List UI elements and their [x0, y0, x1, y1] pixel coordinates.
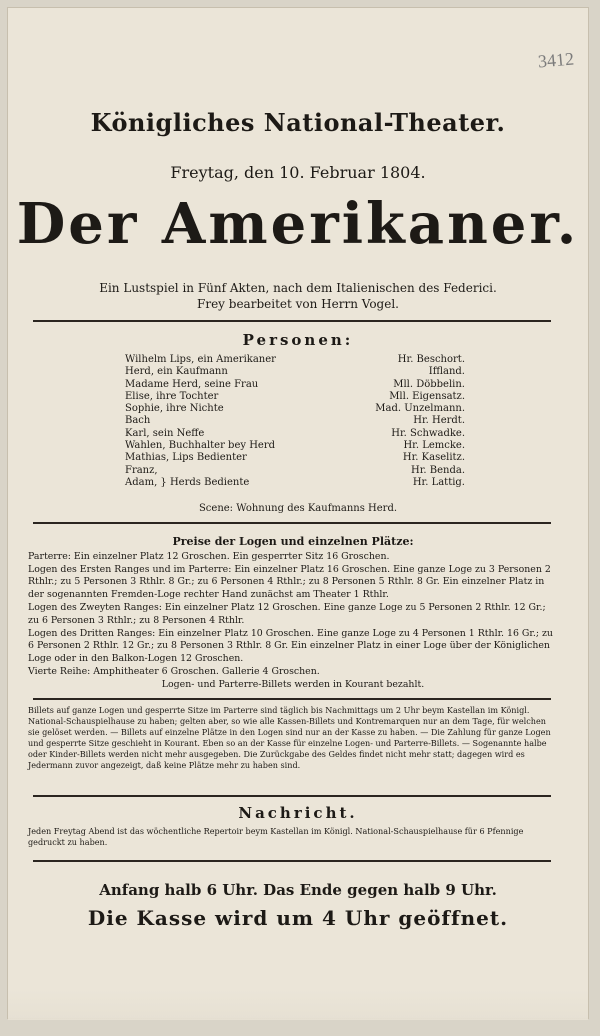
cast-actor: Mll. Döbbelin. — [393, 378, 465, 390]
cast-role: Adam, } Herds Bediente — [125, 476, 250, 488]
scene-note: Scene: Wohnung des Kaufmanns Herd. — [198, 503, 398, 514]
cast-row — [125, 440, 465, 452]
divider — [33, 795, 551, 797]
cast-row — [125, 465, 465, 477]
cast-row — [125, 354, 465, 366]
price-line: Logen des Dritten Ranges: Ein einzelner Platz 10 Groschen. Eine ganze Loge zu 4 Personen 1 Rthlr. 16 Gr.; zu 6 Personen 2 Rthlr. 12 Gr.; zu 8 Personen 3 Rthlr. 8 Gr. Ein einzelner Platz in einer Loge über der Königlichen Loge oder in den Balkon-Logen 12 Groschen. — [28, 627, 553, 665]
performance-date: Freytag, den 10. Februar 1804. — [170, 163, 426, 182]
price-line: Logen- und Parterre-Billets werden in Kourant bezahlt. — [161, 678, 425, 690]
cast-actor: Hr. Lemcke. — [403, 440, 465, 452]
cast-row — [125, 403, 465, 415]
play-title: Der Amerikaner. — [16, 191, 580, 257]
cast-actor: Hr. Schwadke. — [391, 427, 465, 439]
archive-number: 3412 — [537, 48, 575, 72]
divider — [33, 320, 551, 322]
price-line: Parterre: Ein einzelner Platz 12 Groschen. Ein gesperrter Sitz 16 Groschen. — [28, 550, 390, 562]
cast-row — [125, 415, 465, 427]
prices-section — [28, 536, 558, 692]
subtitle-line-1: Ein Lustspiel in Fünf Akten, nach dem Italienischen des Federici. — [99, 281, 497, 295]
cast-role: Madame Herd, seine Frau — [125, 378, 259, 390]
cast-actor: Hr. Beschort. — [397, 354, 465, 365]
cast-actor: Iffland. — [428, 366, 465, 378]
cast-role: Karl, sein Neffe — [125, 427, 205, 439]
cast-role: Elise, ihre Tochter — [125, 390, 219, 402]
theatre-name: Königliches National-Theater. — [90, 108, 506, 137]
cast-title: Personen: — [242, 331, 354, 349]
cast-actor: Mll. Eigensatz. — [389, 390, 465, 402]
cast-actor: Hr. Herdt. — [413, 415, 465, 427]
cast-list — [125, 354, 465, 489]
divider — [33, 860, 551, 862]
cast-role: Bach — [125, 415, 151, 427]
divider — [33, 698, 551, 700]
price-line: Logen des Zweyten Ranges: Ein einzelner Platz 12 Groschen. Eine ganze Loge zu 5 Personen 2 Rthlr. 12 Gr.; zu 6 Personen 3 Rthlr.; zu 8 Personen 4 Rthlr. — [28, 601, 546, 626]
cast-role: Mathias, Lips Bedienter — [125, 452, 247, 464]
cast-row — [125, 379, 465, 391]
performance-times: Anfang halb 6 Uhr. Das Ende gegen halb 9 Uhr. — [99, 881, 497, 899]
price-line: Vierte Reihe: Amphitheater 6 Groschen. Gallerie 4 Groschen. — [28, 665, 320, 677]
cast-role: Wilhelm Lips, ein Amerikaner — [125, 354, 276, 365]
cast-role: Wahlen, Buchhalter bey Herd — [125, 440, 276, 452]
nachricht-title: Nachricht. — [238, 804, 358, 822]
cast-role: Herd, ein Kaufmann — [125, 366, 228, 378]
cast-actor: Hr. Lattig. — [412, 476, 465, 488]
cast-row — [125, 477, 465, 489]
divider — [33, 522, 551, 524]
cast-role: Sophie, ihre Nichte — [125, 403, 224, 415]
ticket-notice: Billets auf ganze Logen und gesperrte Sitze im Parterre sind täglich bis Nachmittags um 2 Uhr beym Kastellan im Königl. National-Schauspielhause zu haben; gelten aber, so wie alle Kassen-Billets und Kontremarquen nur an dem Tage, für welchen sie gelöset werden. — Billets auf einzelne Plätze in den Logen sind nur an der Kasse zu haben. — Die Zahlung für ganze Logen und gesperrte Sitze geschieht in Kourant. Eben so an der Kasse für einzelne Logen- und Parterre-Billets. — Sogenannte halbe oder Kinder-Billets werden nicht mehr ausgegeben. Die Zurückgabe des Geldes findet nicht mehr statt; dagegen wird es Jedermann zuvor angezeigt, daß keine Plätze mehr zu haben sind. — [28, 705, 551, 771]
prices-heading: Preise der Logen und einzelnen Plätze: — [172, 535, 414, 548]
cast-row — [125, 428, 465, 440]
nachricht-text: Jeden Freytag Abend ist das wöchentliche Repertoir beym Kastellan im Königl. National-Schauspielhause für 6 Pfennige gedruckt zu haben. — [28, 826, 524, 848]
cast-row — [125, 366, 465, 378]
cast-row — [125, 391, 465, 403]
cast-role: Franz, — [125, 464, 158, 476]
subtitle — [8, 280, 588, 312]
cast-actor: Hr. Kaselitz. — [402, 452, 465, 464]
cast-actor: Hr. Benda. — [410, 464, 465, 476]
cast-row — [125, 452, 465, 464]
subtitle-line-2: Frey bearbeitet von Herrn Vogel. — [197, 297, 399, 311]
box-office-time: Die Kasse wird um 4 Uhr geöffnet. — [87, 906, 509, 930]
cast-actor: Mad. Unzelmann. — [375, 403, 465, 415]
playbill-page — [8, 8, 588, 1018]
price-line: Logen des Ersten Ranges und im Parterre: Ein einzelner Platz 16 Groschen. Eine ganze Loge zu 3 Personen 2 Rthlr.; zu 5 Personen 3 Rthlr. 8 Gr.; zu 6 Personen 4 Rthlr.; zu 8 Personen 5 Rthlr. 8 Gr. Ein einzelner Platz in der sogenannten Fremden-Loge rechter Hand zunächst am Theater 1 Rthlr. — [28, 563, 551, 601]
